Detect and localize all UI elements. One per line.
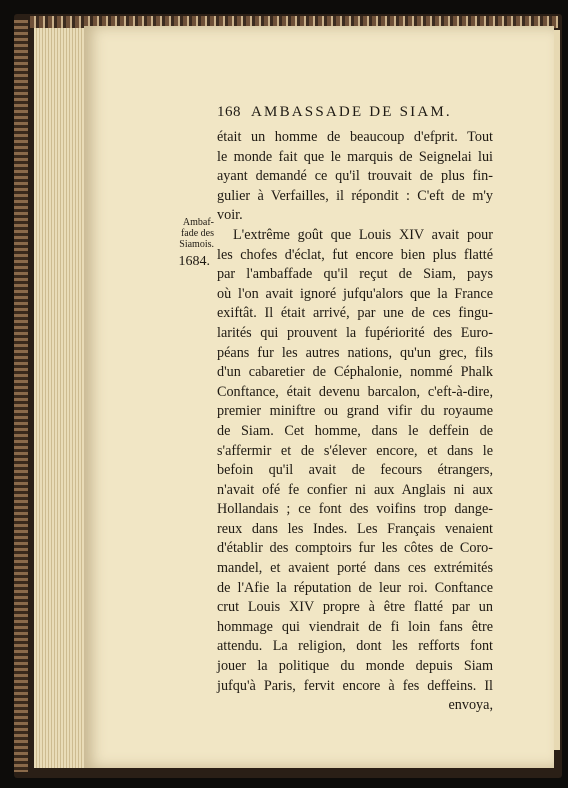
body-text: [217, 128, 493, 716]
text-line: d'un cabaretier de Céphalonie, nommé Phalk: [217, 364, 493, 381]
text-line: d'établir des comptoirs fur les côtes de Coro-: [217, 540, 493, 557]
page-number: 168: [217, 104, 241, 120]
margin-note-line: Siamois.: [179, 239, 214, 250]
text-line: était un homme de beaucoup d'efprit. Tout: [217, 129, 493, 145]
text-line: par l'ambaffade qu'il reçut de Siam, pays: [217, 266, 493, 283]
text-line: jouer la politique du monde depuis Siam: [217, 658, 493, 675]
spine-edge: [14, 20, 28, 772]
margin-note-year: 1684.: [178, 254, 210, 269]
text-line: les chofes d'éclat, fut encore bien plus flatté: [217, 246, 493, 263]
text-line: mandel, et avaient porté dans ces extrémités: [217, 560, 493, 577]
text-line: ayant demandé ce qu'il trouvait de plus fin-: [217, 168, 493, 185]
running-header: [217, 104, 452, 121]
text-line: crut Louis XIV propre à être flatté par un: [217, 599, 493, 616]
text-line: L'extrême goût que Louis XIV avait pour: [233, 226, 493, 243]
catchword: envoya,: [448, 697, 493, 714]
text-line: larités qui prouvent la fupériorité des Euro-: [217, 324, 493, 341]
margin-note: [162, 217, 214, 270]
text-line: gulier à Verfailles, il répondit : C'eft de m'y: [217, 187, 493, 204]
text-line: Hollandais ; ce font des voifins trop dange-: [217, 501, 493, 518]
running-title: AMBASSADE DE SIAM.: [251, 104, 452, 120]
text-line: le monde fait que le marquis de Seignelai lui: [217, 148, 493, 165]
margin-note-line: Ambaf-: [182, 217, 214, 228]
text-line: exiftât. Il était arrivé, par une de ces fingu-: [217, 305, 493, 322]
text-line: n'avait ofé fe confier ni aux Anglais ni aux: [217, 481, 493, 498]
text-line: premier miniftre ou grand vifir du royaume: [217, 403, 493, 420]
text-line: s'affermir et de s'élever encore, et dans le: [217, 442, 493, 459]
text-line: de Siam. Cet homme, dans le deffein de: [217, 422, 493, 439]
text-line: reux dans les Indes. Les Français venaient: [217, 520, 493, 537]
text-line: befoin qu'il avait de fecours étrangers,: [217, 462, 493, 479]
margin-note-line: fade des: [180, 228, 214, 239]
text-line: attendu. La religion, dont les refforts font: [217, 638, 493, 655]
text-line: jufqu'à Paris, fervit encore à fes deffeins. Il: [217, 677, 493, 694]
text-line: Conftance, était devenu barcalon, c'eft-à-dire,: [217, 383, 493, 400]
text-line: hommage qui viendrait de fi loin fans être: [217, 618, 493, 635]
text-line: de l'Afie la réputation de leur roi. Conftance: [217, 579, 493, 596]
text-line: péans fur les autres nations, qu'un grec, fils: [217, 344, 493, 361]
text-line: où l'on avait ignoré jufqu'alors que la France: [217, 285, 493, 302]
text-line: voir.: [217, 207, 243, 224]
